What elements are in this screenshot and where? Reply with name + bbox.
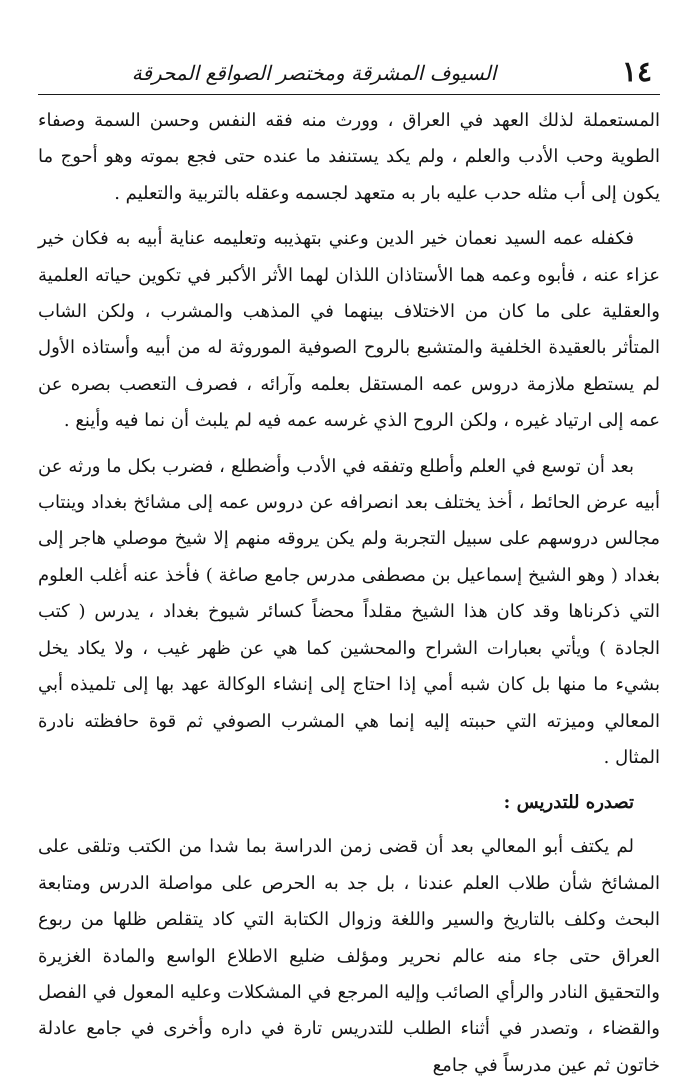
running-title: السيوف المشرقة ومختصر الصواقع المحرقة bbox=[131, 61, 497, 85]
paragraph-2: فكفله عمه السيد نعمان خير الدين وعني بتهذيبه وتعليمه عناية أبيه به فكان خير عزاء عنه ، فأبوه وعمه هما الأستاذان اللذان لهما الأثر الأكبر في تكوين حياته العلمية والعقلية على ما كان من الاختلاف بينهما في المذهب والمشرب ، ولكن الشاب المتأثر بالعقيدة الخلفية والمتشبع بالروح الصوفية الموروثة له من أبيه وأستاذه الأول لم يستطع ملازمة دروس عمه المستقل بعلمه وآرائه ، فصرف التعصب بصره عن عمه إلى ارتياد غيره ، ولكن الروح الذي غرسه عمه فيه لم يلبث أن نما فيه وأينع . bbox=[38, 228, 660, 432]
section-heading: تصدره للتدريس : bbox=[503, 792, 634, 814]
paragraph-1: المستعملة لذلك العهد في العراق ، وورث منه فقه النفس وحسن السمة وصفاء الطوية وحب الأدب والعلم ، ولم يكد يستنفد ما عنده حتى فجع بموته وهو أحوج ما يكون إلى أب مثله حدب عليه بار به متعهد لجسمه وعقله بالتربية والتعليم . bbox=[38, 110, 660, 204]
book-page bbox=[38, 50, 660, 1076]
page-header bbox=[38, 50, 660, 95]
paragraph-4: لم يكتف أبو المعالي بعد أن قضى زمن الدراسة بما شدا من الكتب وتلقى على المشائخ شأن طلاب العلم عندنا ، بل جد به الحرص على مواصلة الدرس ومتابعة البحث وكلف بالتاريخ والسير واللغة وزوال الكتابة التي كاد يتقلص ظلها من ربوع العراق حتى جاء منه عالم نحرير ومؤلف ضليع الاطلاع الواسع والمادة الغزيرة والتحقيق النادر والرأي الصائب وإليه المرجع في المشكلات وعليه المعول في الفصل والقضاء ، وتصدر في أثناء الطلب للتدريس تارة في داره وأخرى في جامع عادلة خاتون ثم عين مدرساً في جامع bbox=[38, 836, 660, 1076]
body-text bbox=[38, 103, 660, 1084]
paragraph-3: بعد أن توسع في العلم وأطلع وتفقه في الأدب وأضطلع ، فضرب بكل ما ورثه عن أبيه عرض الحائط ، أخذ يختلف بعد انصرافه عن دروس عمه إلى مشائخ بغداد وينتاب مجالس دروسهم على سبيل التجربة ولم يكن يروقه منهم إلا شيخ موصلي هاجر إلى بغداد ( وهو الشيخ إسماعيل بن مصطفى مدرس جامع صاغة ) فأخذ عنه أغلب العلوم التي ذكرناها وقد كان هذا الشيخ مقلداً محضاً كسائر شيوخ بغداد ، يدرس ( كتب الجادة ) ويأتي بعبارات الشراح والمحشين كما هي عن ظهر غيب ، ولا يكاد يخل بشيء ما منها بل كان شبه أمي إذا احتاج إلى إنشاء الوكالة عهد بها إلى تلميذه أبي المعالي وميزته التي حببته إليه إنما هي المشرب الصوفي ثم قوة حافظته نادرة المثال . bbox=[38, 455, 660, 768]
page-number: ١٤ bbox=[621, 55, 652, 88]
